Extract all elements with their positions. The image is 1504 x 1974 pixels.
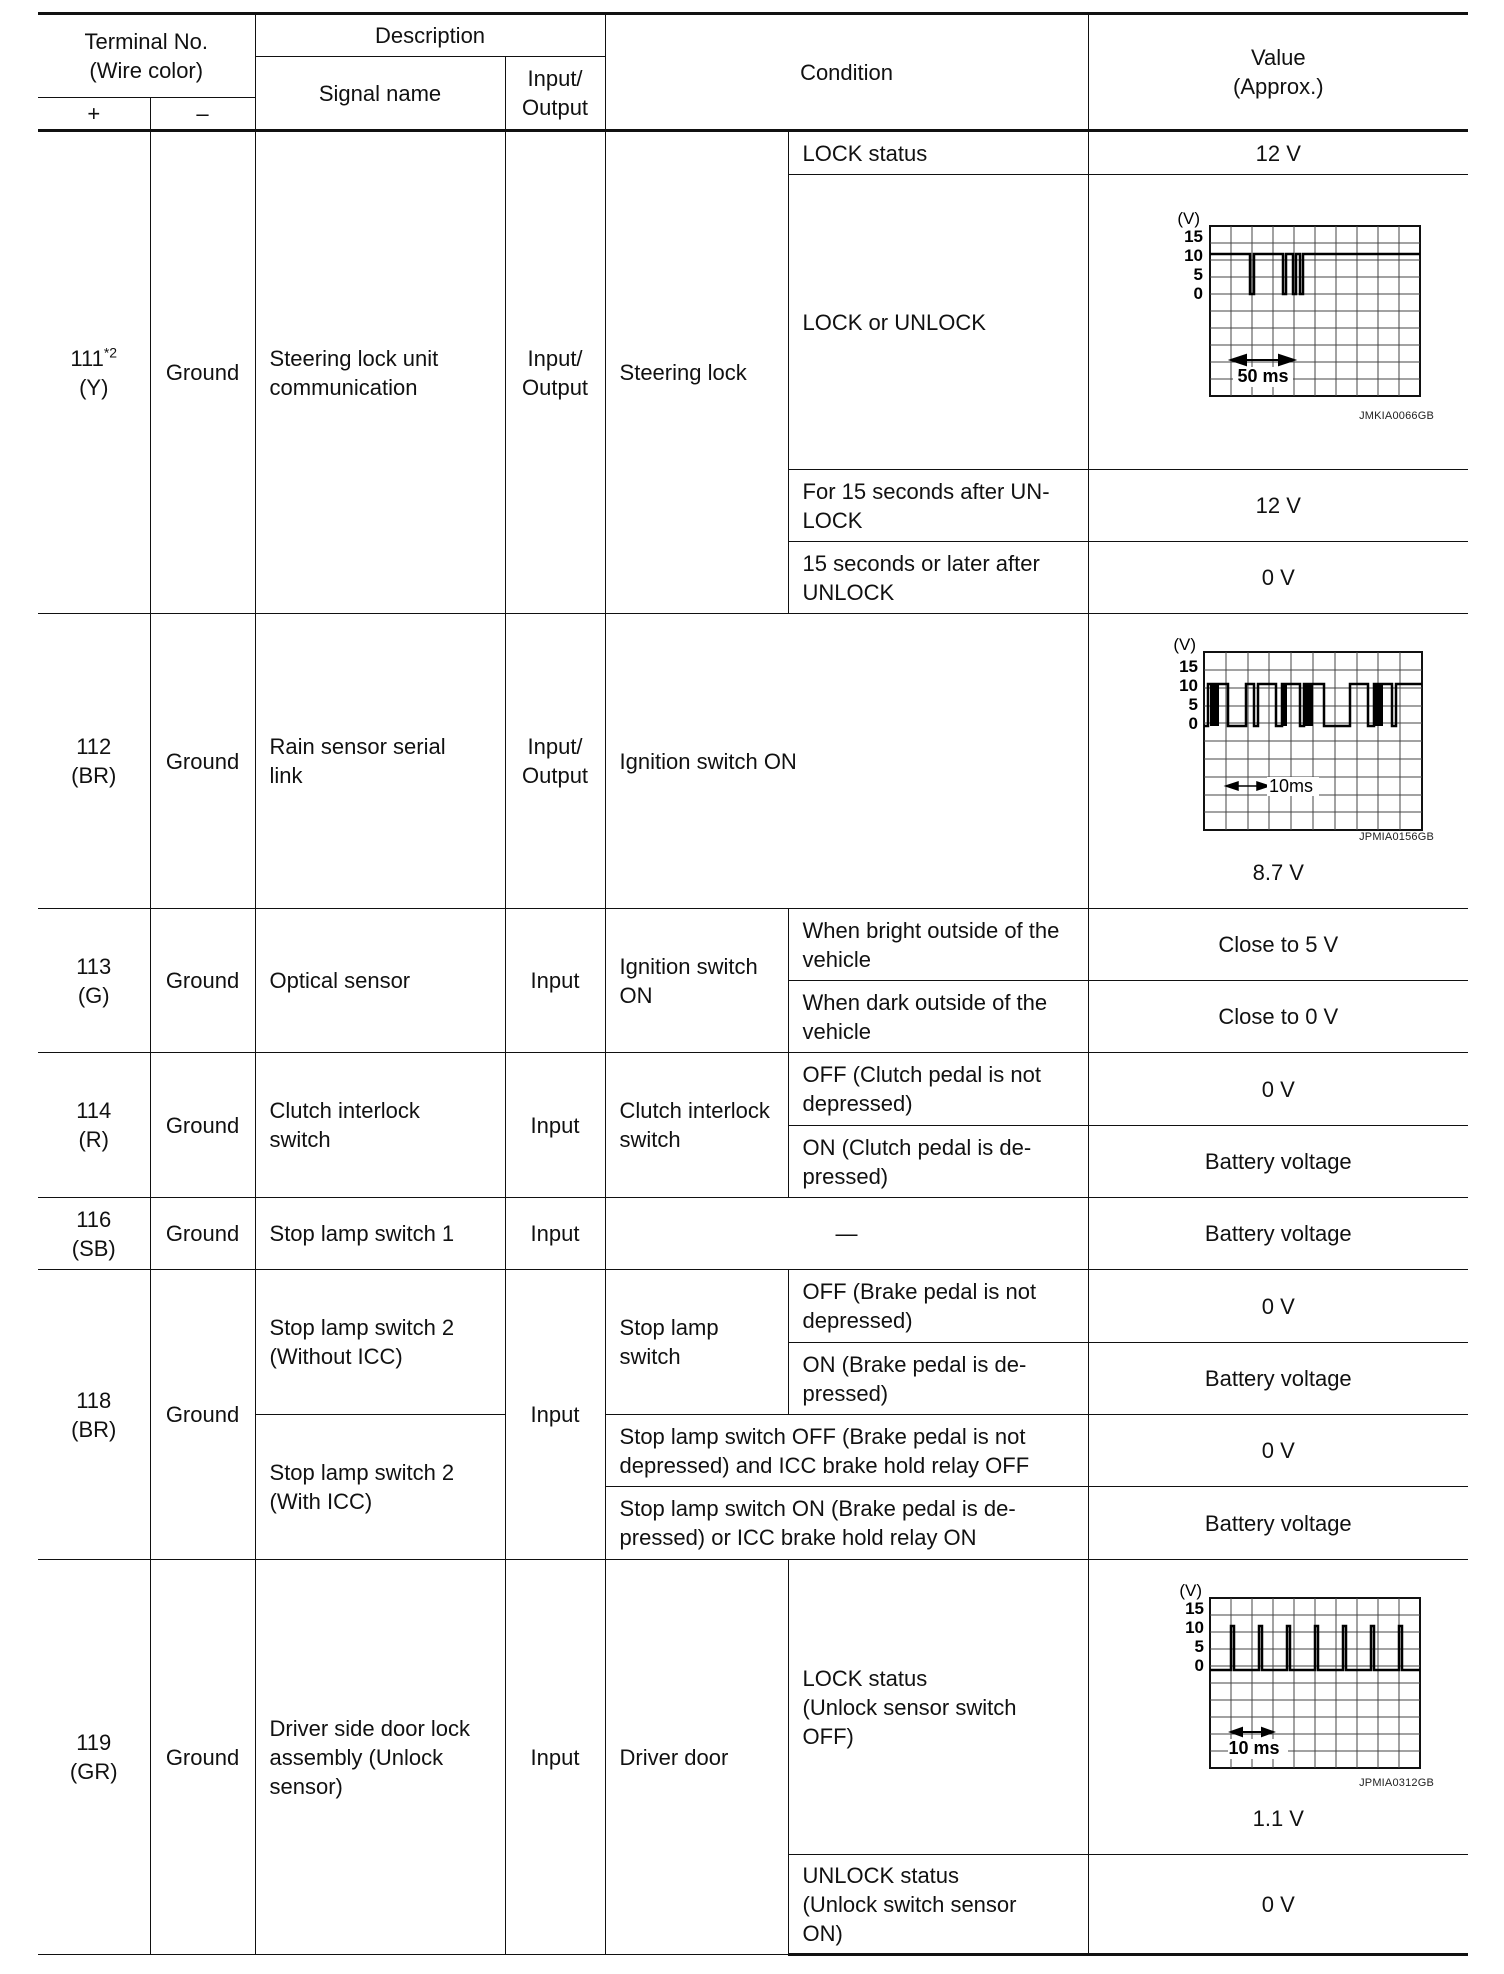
terminal-112: 112 (BR)	[38, 614, 150, 909]
value-111-waveform	[1088, 175, 1468, 470]
subcondition-113-bright: When bright outside of the vehicle	[788, 909, 1088, 981]
ground-111: Ground	[150, 131, 255, 614]
terminal-119: 119 (GR)	[38, 1560, 150, 1955]
time-division-label: 10ms	[1269, 775, 1314, 796]
terminal-spec-table	[38, 12, 1468, 1956]
signal-112: Rain sensor serial link	[255, 614, 505, 909]
y-tick-10: 10	[1185, 1617, 1205, 1637]
time-division-label: 50 ms	[1237, 365, 1289, 386]
value-112-waveform	[1088, 614, 1468, 909]
y-tick-5: 5	[1193, 264, 1204, 284]
value-114-on: Battery voltage	[1088, 1126, 1468, 1198]
subcondition-111-after-15s: For 15 seconds after UN- LOCK	[788, 470, 1088, 542]
y-tick-15: 15	[1179, 656, 1199, 676]
time-division-label: 10 ms	[1228, 1737, 1280, 1758]
subcondition-113-dark: When dark outside of the vehicle	[788, 981, 1088, 1053]
y-tick-15: 15	[1184, 226, 1204, 246]
y-unit-label: (V)	[1177, 209, 1201, 228]
figure-code: JMKIA0066GB	[1359, 410, 1435, 422]
value-113-bright: Close to 5 V	[1088, 909, 1468, 981]
io-119: Input	[505, 1560, 605, 1955]
condition-118-icc-off: Stop lamp switch OFF (Brake pedal is not depressed) and ICC brake hold relay OFF	[605, 1415, 1088, 1487]
subcondition-119-unlock: UNLOCK status (Unlock switch sensor ON)	[788, 1855, 1088, 1955]
condition-119: Driver door	[605, 1560, 788, 1955]
io-118: Input	[505, 1270, 605, 1560]
header-minus: –	[150, 98, 255, 131]
ground-114: Ground	[150, 1053, 255, 1198]
condition-112: Ignition switch ON	[605, 614, 1088, 909]
header-condition: Condition	[605, 14, 1088, 131]
terminal-114: 114 (R)	[38, 1053, 150, 1198]
subcondition-111-lock: LOCK status	[788, 131, 1088, 175]
subcondition-114-on: ON (Clutch pedal is de- pressed)	[788, 1126, 1088, 1198]
condition-118-stop-lamp: Stop lamp switch	[605, 1270, 788, 1415]
value-111-lock: 12 V	[1088, 131, 1468, 175]
io-111: Input/ Output	[505, 131, 605, 614]
signal-118-without-icc: Stop lamp switch 2 (Without ICC)	[255, 1270, 505, 1415]
y-unit-label: (V)	[1173, 635, 1197, 654]
signal-111: Steering lock unit communication	[255, 131, 505, 614]
signal-118-with-icc: Stop lamp switch 2 (With ICC)	[255, 1415, 505, 1560]
signal-119: Driver side door lock assembly (Unlock sensor)	[255, 1560, 505, 1955]
value-112-voltage: 8.7 V	[1252, 859, 1304, 885]
subcondition-118-on: ON (Brake pedal is de- pressed)	[788, 1343, 1088, 1415]
value-119-voltage: 1.1 V	[1252, 1805, 1304, 1831]
waveform-door-unlock-sensor	[1128, 1582, 1428, 1782]
y-tick-15: 15	[1185, 1598, 1205, 1618]
signal-116: Stop lamp switch 1	[255, 1198, 505, 1270]
y-tick-10: 10	[1179, 675, 1199, 695]
value-119-waveform	[1088, 1560, 1468, 1855]
condition-118-icc-on: Stop lamp switch ON (Brake pedal is de- pressed) or ICC brake hold relay ON	[605, 1487, 1088, 1560]
header-plus: +	[38, 98, 150, 131]
figure-code: JPMIA0156GB	[1359, 831, 1435, 843]
subcondition-118-off: OFF (Brake pedal is not depressed)	[788, 1270, 1088, 1343]
io-112: Input/ Output	[505, 614, 605, 909]
y-tick-5: 5	[1188, 694, 1199, 714]
header-input-output: Input/ Output	[505, 57, 605, 131]
header-signal-name: Signal name	[255, 57, 505, 131]
value-118-on: Battery voltage	[1088, 1343, 1468, 1415]
subcondition-114-off: OFF (Clutch pedal is not depressed)	[788, 1053, 1088, 1126]
value-113-dark: Close to 0 V	[1088, 981, 1468, 1053]
value-118-off: 0 V	[1088, 1270, 1468, 1343]
y-tick-0: 0	[1194, 1655, 1205, 1675]
signal-113: Optical sensor	[255, 909, 505, 1053]
ground-113: Ground	[150, 909, 255, 1053]
ground-116: Ground	[150, 1198, 255, 1270]
ground-119: Ground	[150, 1560, 255, 1955]
subcondition-111-lock-unlock: LOCK or UNLOCK	[788, 175, 1088, 470]
value-116: Battery voltage	[1088, 1198, 1468, 1270]
terminal-118: 118 (BR)	[38, 1270, 150, 1560]
condition-113: Ignition switch ON	[605, 909, 788, 1053]
condition-116: —	[605, 1198, 1088, 1270]
y-tick-5: 5	[1194, 1636, 1205, 1656]
y-unit-label: (V)	[1179, 1581, 1203, 1600]
terminal-113: 113 (G)	[38, 909, 150, 1053]
header-description: Description	[255, 14, 605, 57]
value-114-off: 0 V	[1088, 1053, 1468, 1126]
y-tick-10: 10	[1184, 245, 1204, 265]
value-118-icc-on: Battery voltage	[1088, 1487, 1468, 1560]
value-119-unlock: 0 V	[1088, 1855, 1468, 1955]
value-118-icc-off: 0 V	[1088, 1415, 1468, 1487]
io-116: Input	[505, 1198, 605, 1270]
header-terminal-no: Terminal No. (Wire color)	[38, 14, 255, 98]
subcondition-111-later-15s: 15 seconds or later after UNLOCK	[788, 542, 1088, 614]
io-114: Input	[505, 1053, 605, 1198]
waveform-steering-lock	[1128, 210, 1428, 435]
value-111-after-15s: 12 V	[1088, 470, 1468, 542]
ground-118: Ground	[150, 1270, 255, 1560]
condition-114: Clutch interlock switch	[605, 1053, 788, 1198]
y-tick-0: 0	[1193, 283, 1204, 303]
terminal-116: 116 (SB)	[38, 1198, 150, 1270]
terminal-111: 111$^{*2}$ (Y)	[38, 131, 150, 614]
condition-111: Steering lock	[605, 131, 788, 614]
signal-114: Clutch interlock switch	[255, 1053, 505, 1198]
waveform-rain-sensor	[1128, 636, 1428, 836]
ground-112: Ground	[150, 614, 255, 909]
io-113: Input	[505, 909, 605, 1053]
header-value: Value (Approx.)	[1088, 14, 1468, 131]
figure-code: JPMIA0312GB	[1359, 1777, 1435, 1789]
subcondition-119-lock: LOCK status (Unlock sensor switch OFF)	[788, 1560, 1088, 1855]
value-111-later-15s: 0 V	[1088, 542, 1468, 614]
y-tick-0: 0	[1188, 713, 1199, 733]
